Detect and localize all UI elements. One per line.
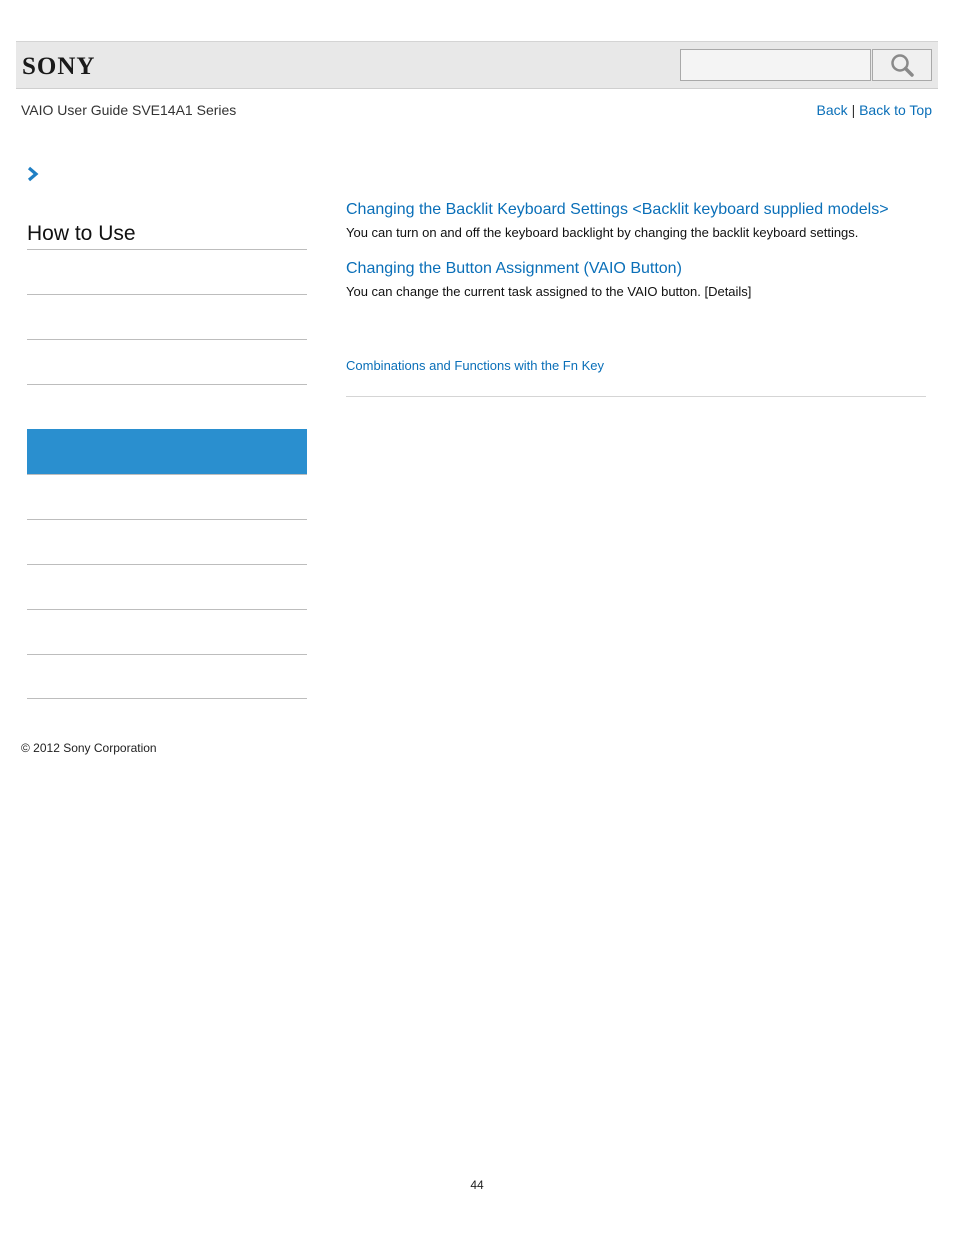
sidebar-item[interactable] bbox=[27, 609, 307, 654]
sidebar-item[interactable] bbox=[27, 474, 307, 519]
top-links bbox=[817, 102, 932, 118]
sidebar-heading[interactable]: How to Use bbox=[27, 222, 136, 245]
back-to-top-link[interactable]: Back to Top bbox=[859, 102, 932, 118]
topic-list bbox=[346, 200, 926, 318]
sidebar-item[interactable] bbox=[27, 564, 307, 609]
page-number: 44 bbox=[470, 1178, 484, 1192]
sidebar-item[interactable] bbox=[27, 654, 307, 699]
search-input[interactable] bbox=[680, 49, 871, 81]
sidebar-item[interactable] bbox=[27, 249, 307, 294]
topic-description: You can turn on and off the keyboard backlight by changing the backlit keyboard settings. bbox=[346, 225, 859, 240]
topic-link-backlit-keyboard[interactable]: Changing the Backlit Keyboard Settings <Backlit keyboard supplied models> bbox=[346, 201, 889, 218]
sony-logo[interactable]: SONY bbox=[22, 53, 96, 80]
magnifier-icon bbox=[889, 52, 915, 78]
sidebar-item[interactable] bbox=[27, 384, 307, 429]
link-separator: | bbox=[851, 102, 856, 118]
chevron-right-icon[interactable] bbox=[26, 166, 40, 182]
related-link-fn-key[interactable]: Combinations and Functions with the Fn Key bbox=[346, 358, 604, 373]
sidebar-nav bbox=[27, 249, 307, 699]
guide-title: VAIO User Guide SVE14A1 Series bbox=[21, 102, 237, 118]
topic-link-button-assignment[interactable]: Changing the Button Assignment (VAIO Button) bbox=[346, 260, 682, 277]
topic-description: You can change the current task assigned to the VAIO button. [Details] bbox=[346, 284, 752, 299]
sidebar-item[interactable] bbox=[27, 519, 307, 564]
sidebar-item[interactable] bbox=[27, 294, 307, 339]
back-link[interactable]: Back bbox=[816, 102, 848, 118]
sidebar-item[interactable] bbox=[27, 339, 307, 384]
content-divider bbox=[346, 396, 926, 397]
header-bar bbox=[16, 41, 938, 89]
sidebar-item-selected[interactable] bbox=[27, 429, 307, 474]
search-button[interactable] bbox=[872, 49, 932, 81]
copyright: © 2012 Sony Corporation bbox=[21, 741, 157, 755]
